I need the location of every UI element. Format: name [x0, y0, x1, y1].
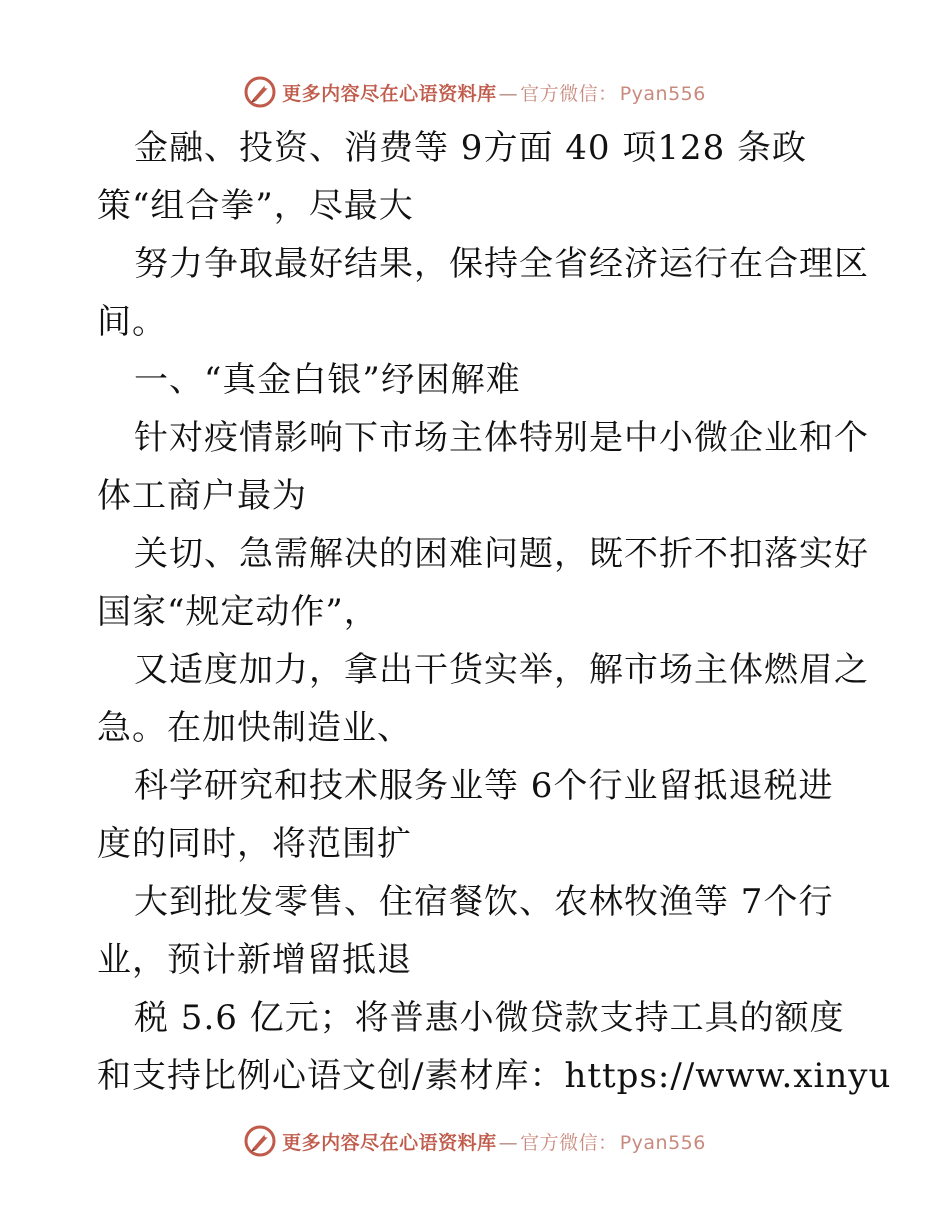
- text-line: 又适度加力，拿出干货实举，解市场主体燃眉之: [134, 650, 869, 690]
- watermark-official-label: 官方微信：: [520, 1131, 618, 1154]
- text-line: 国家“规定动作”，: [97, 592, 379, 632]
- text-line: 科学研究和技术服务业等 6个行业留抵退税进: [134, 766, 834, 806]
- text-line: 和支持比例心语文创/素材库：https://www.xinyu: [97, 1056, 892, 1096]
- section-heading: 一、“真金白银”纾困解难: [134, 360, 521, 400]
- watermark-separator: —: [498, 82, 519, 105]
- text-line: 急。在加快制造业、: [97, 708, 412, 748]
- text-line: 关切、急需解决的困难问题，既不折不扣落实好: [134, 534, 869, 574]
- text-line: 策“组合拳”，尽最大: [97, 186, 414, 226]
- watermark-official-label: 官方微信：: [520, 82, 618, 105]
- text-line: 度的同时，将范围扩: [97, 824, 412, 864]
- text-line: 金融、投资、消费等 9方面 40 项128 条政: [134, 128, 808, 168]
- footer-watermark: [0, 1119, 950, 1163]
- text-line: 大到批发零售、住宿餐饮、农林牧渔等 7个行: [134, 882, 834, 922]
- watermark-brand: 更多内容尽在心语资料库: [282, 1131, 497, 1154]
- watermark-wechat-id: Pyan556: [619, 1131, 706, 1154]
- watermark-text: [282, 1128, 706, 1155]
- quill-pen-circle-icon: [244, 76, 276, 108]
- text-line: 努力争取最好结果，保持全省经济运行在合理区: [134, 244, 869, 284]
- text-line: 针对疫情影响下市场主体特别是中小微企业和个: [134, 418, 869, 458]
- text-line: 间。: [97, 302, 167, 342]
- text-line: 税 5.6 亿元；将普惠小微贷款支持工具的额度: [134, 998, 845, 1038]
- text-line: 体工商户最为: [97, 476, 307, 516]
- quill-pen-circle-icon: [244, 1125, 276, 1157]
- watermark-text: [282, 79, 706, 106]
- watermark-separator: —: [498, 1131, 519, 1154]
- watermark-wechat-id: Pyan556: [619, 82, 706, 105]
- text-line: 业，预计新增留抵退: [97, 940, 412, 980]
- header-watermark: [0, 70, 950, 114]
- watermark-brand: 更多内容尽在心语资料库: [282, 82, 497, 105]
